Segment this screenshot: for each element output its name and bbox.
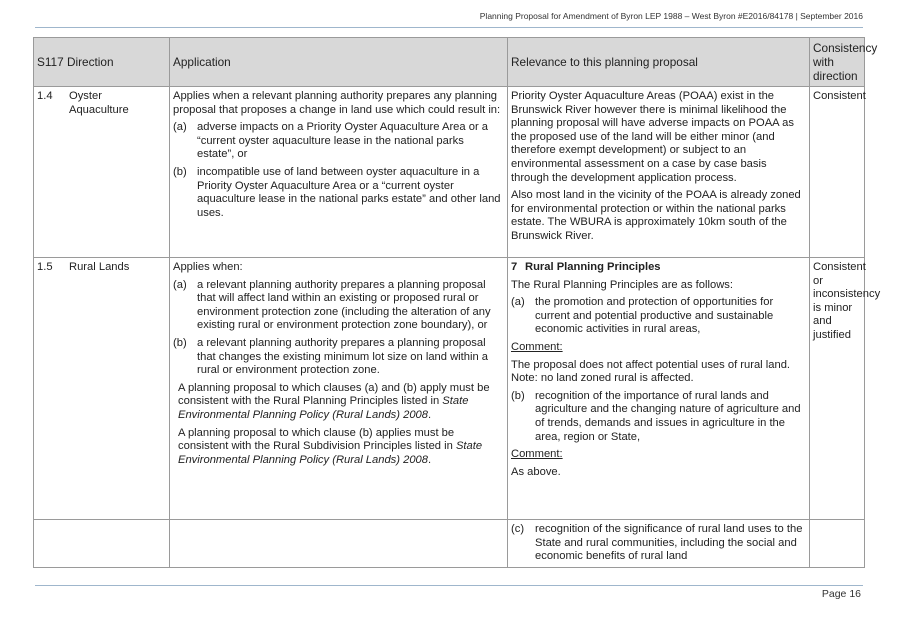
page-number: Page 16	[821, 588, 861, 600]
relevance-cell	[508, 258, 810, 520]
table-row	[34, 520, 865, 568]
list-item	[511, 523, 806, 564]
page-header: Planning Proposal for Amendment of Byron LEP 1988 – West Byron #E2016/84178 | September 2016	[479, 11, 863, 21]
s117-direction-table	[33, 37, 881, 568]
list-item	[511, 390, 806, 444]
application-cell	[170, 520, 508, 568]
application-cell	[170, 87, 508, 258]
list-item	[173, 121, 504, 162]
header-rule	[35, 27, 863, 28]
table-row	[34, 87, 865, 258]
comment-label: Comment:	[511, 448, 563, 461]
list-item	[173, 166, 504, 220]
list-item-text: the promotion and protection of opportunities for current and potential productive and sustainable economic activities in rural areas,	[535, 296, 774, 336]
list-item-label: (c)	[511, 523, 525, 535]
consistency-cell: Consistent or inconsistency is minor and justified	[810, 258, 865, 520]
relevance-paragraph: Also most land in the vicinity of the POAA is already zoned for environmental protection or within the national parks estate. The WBURA is approximately 10km south of the Brunswick River.	[511, 189, 801, 242]
application-intro: Applies when a relevant planning authority prepares any planning proposal that proposes a change in land use which could result in:	[173, 90, 501, 116]
list-item	[173, 337, 504, 378]
direction-name: Rural Lands	[69, 261, 130, 273]
table-header-row	[34, 38, 865, 87]
list-item-text: incompatible use of land between oyster aquaculture in a Priority Oyster Aquaculture Area or a “current oyster aquaculture lease in the national parks estate” and other land uses.	[197, 165, 501, 219]
direction-cell	[34, 520, 170, 568]
list-item-text: adverse impacts on a Priority Oyster Aquaculture Area or a “current oyster aquaculture lease in the national parks estate”, or	[197, 121, 489, 161]
direction-name: Oyster Aquaculture	[69, 90, 129, 116]
column-header-direction: S117 Direction	[34, 38, 170, 87]
table-row	[34, 258, 865, 520]
application-paragraph: A planning proposal to which clause (b) applies must be consistent with the Rural Subdivision Principles listed in State Environmental Planning Policy (Rural Lands) 2008.	[178, 426, 483, 466]
comment-label: Comment:	[511, 340, 563, 353]
consistency-cell: Consistent	[810, 87, 865, 258]
application-paragraph: A planning proposal to which clauses (a) and (b) apply must be consistent with the Rural Planning Principles listed in State Environmental Planning Policy (Rural Lands) 2008.	[178, 381, 490, 421]
list-item-label: (a)	[511, 296, 525, 309]
direction-cell	[34, 258, 170, 520]
column-header-consistency: Consistency with direction	[810, 38, 865, 87]
comment-text: The proposal does not affect potential uses of rural land. Note: no land zoned rural is affected.	[511, 358, 791, 385]
relevance-intro: The Rural Planning Principles are as follows:	[511, 278, 733, 291]
section-heading: 7 Rural Planning Principles	[511, 261, 661, 273]
list-item-label: (b)	[173, 165, 187, 178]
list-item-text: recognition of the importance of rural lands and agriculture and the changing nature of agriculture and of trends, demands and issues in agriculture in the area, region or State,	[535, 389, 801, 443]
direction-cell	[34, 87, 170, 258]
direction-number: 1.5	[37, 261, 53, 273]
list-item	[511, 296, 806, 337]
footer-rule	[35, 585, 863, 586]
list-item-text: recognition of the significance of rural land uses to the State and rural communities, including the social and economic benefits of rural land	[535, 523, 803, 563]
application-cell	[170, 258, 508, 520]
list-item-label: (a)	[173, 121, 187, 134]
consistency-cell	[810, 520, 865, 568]
list-item-label: (a)	[173, 278, 187, 291]
column-header-relevance: Relevance to this planning proposal	[508, 38, 810, 87]
list-item-label: (b)	[173, 336, 187, 349]
relevance-cell	[508, 520, 810, 568]
list-item-text: a relevant planning authority prepares a planning proposal that will affect land within an existing or proposed rural or environment protection zone (including the alteration of any existing rural or environment protection zone boundary), or	[197, 278, 491, 332]
list-item-label: (b)	[511, 389, 525, 402]
list-item	[173, 279, 504, 333]
column-header-application: Application	[170, 38, 508, 87]
policy-title: State Environmental Planning Policy (Rural Lands) 2008	[178, 395, 469, 421]
application-intro: Applies when:	[173, 261, 243, 273]
relevance-paragraph: Priority Oyster Aquaculture Areas (POAA) exist in the Brunswick River however there is minimal likelihood the planning proposal will have adverse impacts on POAA as the proposed use of the land will be either minor (and therefore exempt development) or subject to an environmental assessment on a case by case basis through the development application process.	[511, 90, 794, 184]
relevance-cell	[508, 87, 810, 258]
list-item-text: a relevant planning authority prepares a planning proposal that changes the existing minimum lot size on land within a rural or environment protection zone.	[197, 336, 489, 377]
direction-number: 1.4	[37, 90, 53, 102]
policy-title: State Environmental Planning Policy (Rural Lands) 2008	[178, 440, 483, 466]
comment-text: As above.	[511, 465, 561, 478]
